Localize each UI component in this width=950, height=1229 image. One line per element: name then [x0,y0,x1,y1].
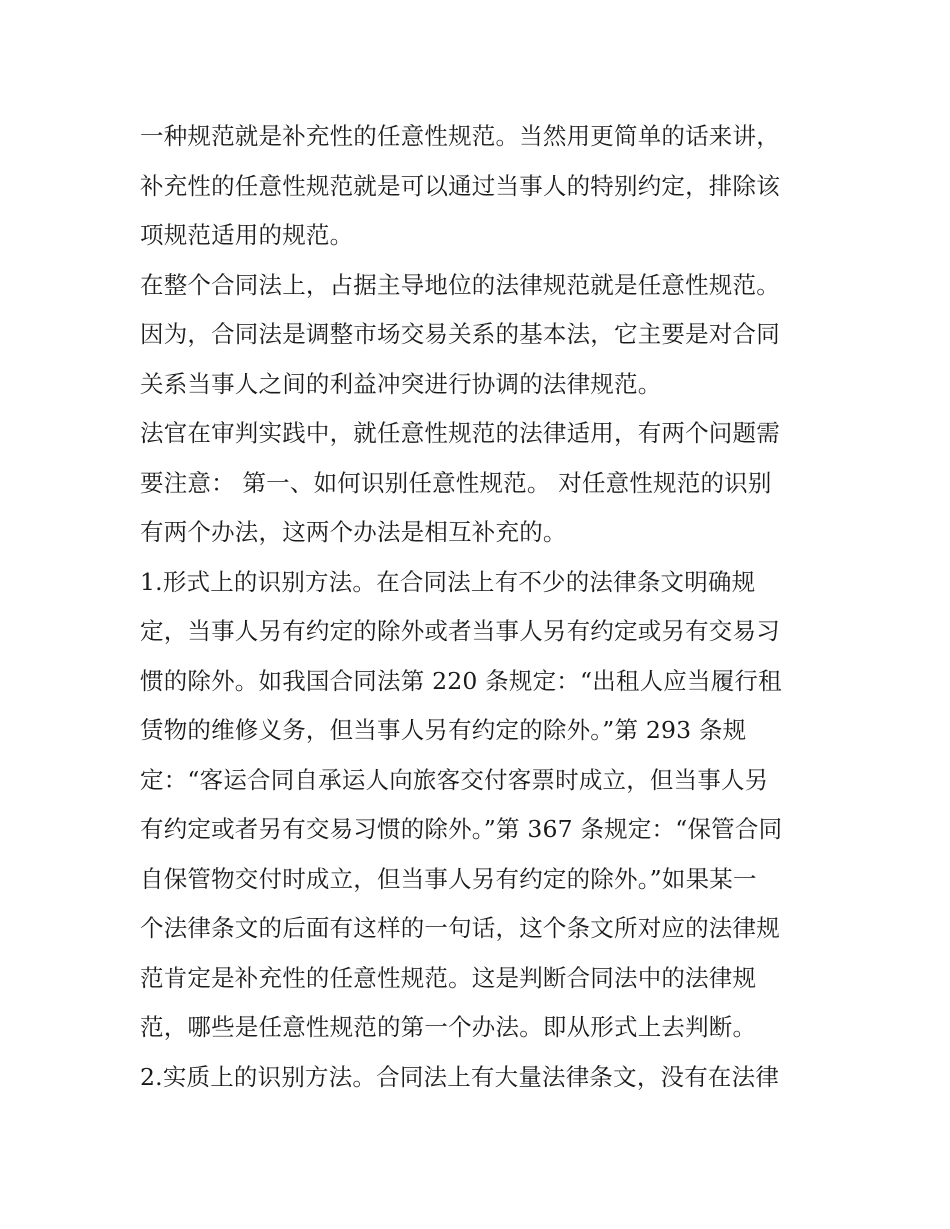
text-line: 有约定或者另有交易习惯的除外。”第 367 条规定：“保管合同 [140,815,783,843]
text-line: 项规范适用的规范。 [140,221,354,249]
text-line: 一种规范就是补充性的任意性规范。当然用更简单的话来讲， [140,122,780,150]
text-line: 要注意： 第一、如何识别任意性规范。 对任意性规范的识别 [140,468,772,497]
text-line: 惯的除外。如我国合同法第 220 条规定：“出租人应当履行租 [140,666,782,695]
text-line: 1.形式上的识别方法。在合同法上有不少的法律条文明确规 [140,567,756,596]
text-line: 定：“客运合同自承运人向旅客交付客票时成立，但当事人另 [140,765,769,794]
text-line: 范肯定是补充性的任意性规范。这是判断合同法中的法律规 [140,963,757,992]
text-line: 赁物的维修义务，但当事人另有约定的除外。”第 293 条规 [140,716,747,744]
text-line: 定，当事人另有约定的除外或者当事人另有约定或另有交易习 [140,617,780,645]
text-line: 关系当事人之间的利益冲突进行协调的法律规范。 [140,369,662,398]
text-line: 范，哪些是任意性规范的第一个办法。即从形式上去判断。 [140,1013,757,1041]
text-line: 有两个办法，这两个办法是相互补充的。 [140,518,567,546]
text-line: 个法律条文的后面有这样的一句话，这个条文所对应的法律规 [140,914,780,942]
text-line: 补充性的任意性规范就是可以通过当事人的特别约定，排除该 [140,171,780,200]
document-body [140,112,820,1102]
text-line: 在整个合同法上，占据主导地位的法律规范就是任意性规范。 [140,270,780,299]
text-line: 自保管物交付时成立，但当事人另有约定的除外。”如果某一 [140,864,757,893]
text-line: 因为，合同法是调整市场交易关系的基本法，它主要是对合同 [140,320,780,348]
text-line: 法官在审判实践中，就任意性规范的法律适用，有两个问题需 [140,419,780,447]
text-line: 2.实质上的识别方法。合同法上有大量法律条文，没有在法律 [140,1062,780,1091]
